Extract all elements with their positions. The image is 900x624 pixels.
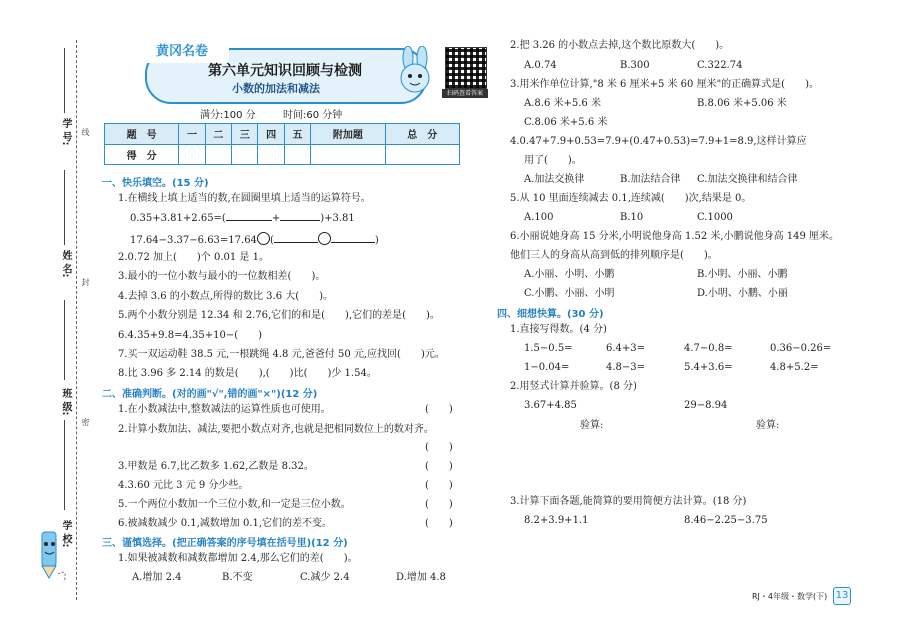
score-header-cell: 二 bbox=[205, 124, 231, 145]
qr-caption: 扫码查看答案 bbox=[442, 89, 488, 98]
judge-paren[interactable]: ( ) bbox=[425, 499, 453, 510]
score-row-label: 得 分 bbox=[105, 144, 179, 165]
page-title: 第六单元知识回顾与检测 bbox=[208, 63, 362, 79]
s1-q1a-plus: + bbox=[271, 213, 281, 224]
page-number: 13 bbox=[833, 587, 851, 605]
option[interactable]: D.小明、小鹏、小丽 bbox=[697, 288, 788, 299]
calc-item: 4.8+5.2= bbox=[770, 362, 819, 373]
time-info: 时间:60 分钟 bbox=[283, 110, 343, 121]
judge-paren[interactable]: ( ) bbox=[425, 404, 453, 415]
class-label: 班 级: bbox=[60, 388, 71, 416]
score-header-cell: 三 bbox=[232, 124, 258, 145]
operator-circle[interactable] bbox=[257, 232, 270, 245]
s3-question-6a: 6.小丽说她身高 15 分米,小明说他身高 1.52 米,小鹏说他身高 149 厘米。 bbox=[510, 231, 840, 242]
answer-blank[interactable] bbox=[331, 242, 375, 243]
option[interactable]: C.小鹏、小丽、小明 bbox=[524, 288, 615, 299]
s2-statement-1: 1.在小数减法中,整数减法的运算性质也可使用。 bbox=[118, 404, 331, 415]
answer-blank[interactable] bbox=[280, 220, 320, 221]
number-label: 学 号: bbox=[60, 118, 71, 146]
section1-title: 一、快乐填空。(15 分) bbox=[102, 178, 209, 189]
option[interactable]: C.322.74 bbox=[697, 60, 743, 71]
calc-item: 5.4+3.6= bbox=[684, 362, 733, 373]
judge-paren[interactable]: ( ) bbox=[425, 518, 453, 529]
class-line bbox=[64, 300, 65, 380]
answer-blank[interactable] bbox=[274, 242, 318, 243]
s1-question-1: 1.在横线上填上适当的数,在圆圈里填上适当的运算符号。 bbox=[118, 193, 371, 204]
score-header-cell: 五 bbox=[284, 124, 310, 145]
s1-question-4: 4.去掉 3.6 的小数点,所得的数比 3.6 大( )。 bbox=[118, 291, 334, 302]
score-info: 满分:100 分 bbox=[200, 110, 256, 121]
calc-item: 6.4+3= bbox=[606, 343, 646, 354]
s3-question-3: 3.用米作单位计算,"8 米 6 厘米+5 米 60 厘米"的正确算式是( )。 bbox=[510, 79, 819, 90]
score-table-header-row bbox=[105, 124, 460, 145]
school-line bbox=[64, 420, 65, 510]
verify-label: 验算: bbox=[756, 420, 780, 431]
score-cell[interactable] bbox=[232, 144, 258, 165]
s4-question-3: 3.计算下面各题,能简算的要用简便方法计算。(18 分) bbox=[510, 496, 747, 507]
score-cell[interactable] bbox=[205, 144, 231, 165]
answer-blank[interactable] bbox=[226, 220, 272, 221]
judge-paren[interactable]: ( ) bbox=[425, 480, 453, 491]
simplify-calc-item: 8.2+3.9+1.1 bbox=[524, 515, 589, 526]
s1-q1b-paren-close: ) bbox=[374, 235, 379, 246]
s1-question-3: 3.最小的一位小数与最小的一位数相差( )。 bbox=[118, 271, 326, 282]
seal-char-mi: 密 bbox=[81, 418, 90, 426]
option[interactable]: A.增加 2.4 bbox=[132, 572, 182, 583]
section2-title: 二、准确判断。(对的画"√",错的画"×")(12 分) bbox=[102, 389, 318, 400]
option[interactable]: C.1000 bbox=[697, 212, 733, 223]
option[interactable]: A.100 bbox=[524, 212, 554, 223]
s3-question-6b: 他们三人的身高从高到低的排列顺序是( )。 bbox=[510, 250, 718, 261]
s1-q1b-paren-open: ( bbox=[269, 235, 274, 246]
section3-title: 三、谨慎选择。(把正确答案的序号填在括号里)(12 分) bbox=[102, 538, 348, 549]
s1-question-1a bbox=[130, 213, 355, 225]
score-table bbox=[104, 123, 460, 165]
operator-circle[interactable] bbox=[318, 232, 331, 245]
s1-question-2: 2.0.72 加上( )个 0.01 是 1。 bbox=[118, 252, 269, 263]
score-cell[interactable] bbox=[311, 144, 385, 165]
calc-item: 1−0.04= bbox=[524, 362, 570, 373]
vertical-calc-item: 3.67+4.85 bbox=[524, 400, 577, 411]
s3-question-5: 5.从 10 里面连续减去 0.1,连续减( )次,结果是 0。 bbox=[510, 193, 752, 204]
s2-statement-5: 5.一个两位小数加一个三位小数,和一定是三位小数。 bbox=[118, 499, 351, 510]
score-cell[interactable] bbox=[179, 144, 205, 165]
qr-code-icon[interactable] bbox=[445, 47, 487, 89]
score-header-cell: 总 分 bbox=[385, 124, 459, 145]
pencil-mascot-icon bbox=[28, 528, 74, 584]
footer-info: RJ・4年级・数学(下) bbox=[752, 592, 828, 601]
option[interactable]: B.300 bbox=[620, 60, 650, 71]
name-line bbox=[64, 170, 65, 245]
number-line bbox=[64, 48, 65, 113]
judge-paren[interactable]: ( ) bbox=[425, 461, 453, 472]
s1-question-7: 7.买一双运动鞋 38.5 元,一根跳绳 4.8 元,爸爸付 50 元,应找回( )元。 bbox=[118, 349, 445, 360]
page-subtitle: 小数的加法和减法 bbox=[232, 82, 320, 95]
verify-label: 验算: bbox=[580, 420, 604, 431]
s2-statement-3: 3.甲数是 6.7,比乙数多 1.62,乙数是 8.32。 bbox=[118, 461, 314, 472]
s3-question-1: 1.如果被减数和减数都增加 2.4,那么它们的差( )。 bbox=[118, 553, 358, 564]
option[interactable]: C.减少 2.4 bbox=[300, 572, 350, 583]
s2-statement-4: 4.3.60 元比 3 元 9 分少些。 bbox=[118, 480, 249, 491]
school-label: 学 校: bbox=[60, 520, 71, 548]
s3-question-4b: 用了( )。 bbox=[524, 155, 582, 166]
option[interactable]: A.8.6 米+5.6 米 bbox=[524, 98, 601, 109]
option[interactable]: B.8.06 米+5.06 米 bbox=[697, 98, 787, 109]
binding-dash-line bbox=[76, 40, 77, 600]
score-header-cell: 附加题 bbox=[311, 124, 385, 145]
score-cell[interactable] bbox=[258, 144, 284, 165]
option[interactable]: A.加法交换律 bbox=[524, 174, 585, 185]
option[interactable]: B.加法结合律 bbox=[620, 174, 681, 185]
simplify-calc-item: 8.46−2.25−3.75 bbox=[684, 515, 768, 526]
option[interactable]: B.小明、小丽、小鹏 bbox=[697, 269, 788, 280]
option[interactable]: C.8.06 米+5.6 米 bbox=[524, 117, 608, 128]
s3-question-4a: 4.0.47+7.9+0.53=7.9+(0.47+0.53)=7.9+1=8.9,这样计算应 bbox=[510, 136, 807, 147]
judge-paren[interactable]: ( ) bbox=[425, 442, 453, 453]
calc-item: 1.5−0.5= bbox=[524, 343, 573, 354]
s2-statement-6: 6.被减数减少 0.1,减数增加 0.1,它们的差不变。 bbox=[118, 518, 333, 529]
option[interactable]: B.不变 bbox=[222, 572, 253, 583]
score-header-cell: 一 bbox=[179, 124, 205, 145]
calc-item: 4.8−3= bbox=[606, 362, 646, 373]
s1-question-1b bbox=[130, 232, 379, 247]
calc-item: 4.7−0.8= bbox=[684, 343, 733, 354]
s1-q1a-right: )+3.81 bbox=[320, 213, 355, 224]
s1-question-6: 6.4.35+9.8=4.35+10−( ) bbox=[118, 330, 263, 341]
name-label: 姓 名: bbox=[60, 250, 71, 278]
s2-statement-2: 2.计算小数加法、减法,要把小数点对齐,也就是把相同数位上的数对齐。 bbox=[118, 424, 434, 435]
score-cell[interactable] bbox=[385, 144, 459, 165]
s4-question-1: 1.直接写得数。(4 分) bbox=[510, 324, 607, 335]
calc-item: 0.36−0.26= bbox=[770, 343, 832, 354]
seal-char-xian: 线 bbox=[81, 128, 90, 136]
s1-q1b-left: 17.64−3.37−6.63=17.64 bbox=[130, 235, 257, 246]
option[interactable]: A.小丽、小明、小鹏 bbox=[524, 269, 615, 280]
s1-question-5: 5.两个小数分别是 12.34 和 2.76,它们的和是( ),它们的差是( )。 bbox=[118, 310, 440, 321]
score-header-cell: 题 号 bbox=[105, 124, 179, 145]
option[interactable]: C.加法交换律和结合律 bbox=[697, 174, 798, 185]
option[interactable]: A.0.74 bbox=[524, 60, 557, 71]
section4-title: 四、细想快算。(30 分) bbox=[497, 309, 604, 320]
option[interactable]: B.10 bbox=[620, 212, 644, 223]
s1-question-8: 8.比 3.96 多 2.14 的数是( ),( )比( )少 1.54。 bbox=[118, 368, 377, 379]
s1-q1a-left: 0.35+3.81+2.65=( bbox=[130, 213, 226, 224]
brand-logo: 黄冈名卷 bbox=[135, 41, 229, 63]
score-table-row bbox=[105, 144, 460, 165]
s3-question-2: 2.把 3.26 的小数点去掉,这个数比原数大( )。 bbox=[510, 40, 730, 51]
score-cell[interactable] bbox=[284, 144, 310, 165]
rabbit-mascot-icon bbox=[388, 46, 440, 102]
option[interactable]: D.增加 4.8 bbox=[396, 572, 446, 583]
s4-question-2: 2.用竖式计算并验算。(8 分) bbox=[510, 381, 637, 392]
score-header-cell: 四 bbox=[258, 124, 284, 145]
seal-char-feng: 封 bbox=[81, 278, 90, 286]
vertical-calc-item: 29−8.94 bbox=[684, 400, 728, 411]
